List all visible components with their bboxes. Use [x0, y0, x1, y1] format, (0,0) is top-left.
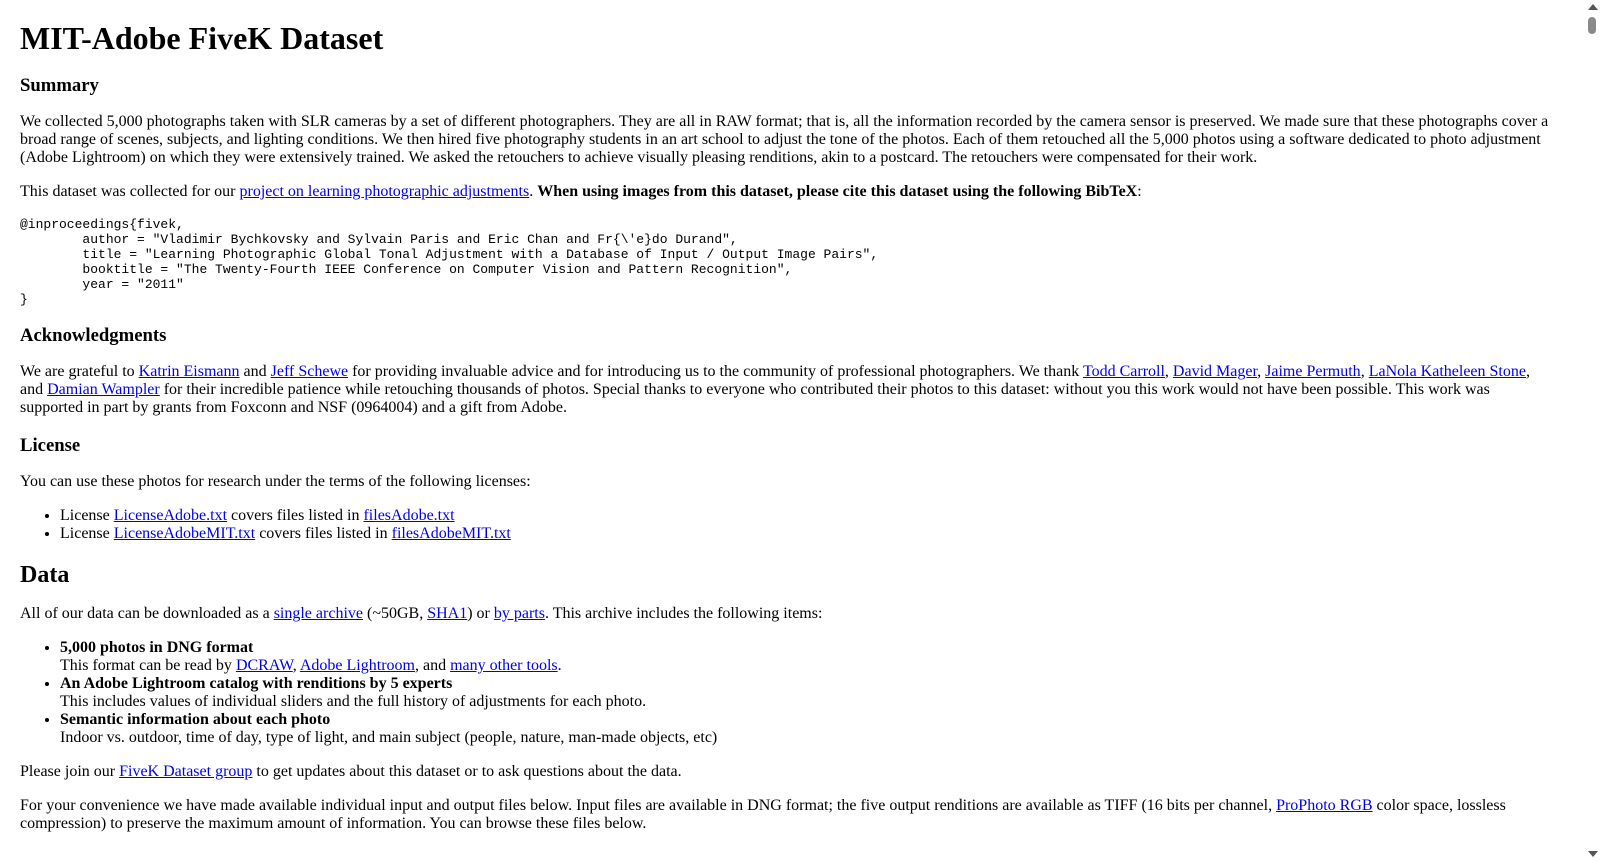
dcraw-link[interactable]: DCRAW [235, 657, 293, 674]
acknowledgments-heading: Acknowledgments [20, 325, 167, 346]
sha1-link[interactable]: SHA1 [427, 605, 468, 622]
license-adobe-link[interactable]: LicenseAdobe.txt [113, 507, 228, 524]
scroll-up-arrow-icon[interactable] [1588, 4, 1598, 10]
join-paragraph: Please join our FiveK Dataset group to get updates about this dataset or to ask questions about the data. [20, 763, 682, 780]
vertical-scrollbar[interactable] [1585, 0, 1600, 861]
summary-paragraph: We collected 5,000 photographs taken with SLR cameras by a set of different photographers. They are all in RAW format; that is, all the information recorded by the camera sensor is preserved. We made sure that these photographs cover a broad range of scenes, subjects, and lighting conditions. We then hired five photography students in an art school to adjust the tone of the photos. Each of them retouched all the 5,000 photos using a software dedicated to photo adjustment (Adobe Lightroom) on which they were extensively trained. We asked the retouchers to achieve visually pleasing renditions, akin to a postcard. The retouchers were compensated for their work. [20, 113, 1549, 166]
list-item [60, 675, 1550, 711]
acknowledgments-paragraph: We are grateful to Katrin Eismann and Jeff Schewe for providing invaluable advice and for introducing us to the community of professional photographers. We thank Todd Carroll, David Mager, Jaime Permuth, LaNola Katheleen Stone, and Damian Wampler for their incredible patience while retouching thousands of photos. Special thanks to everyone who contributed their photos to this dataset: without you this work would not have been possible. This work was supported in part by grants from Foxconn and NSF (0964004) and a gift from Adobe. [20, 363, 1530, 416]
catalog-item-desc: This includes values of individual sliders and the full history of adjustments for each photo. [60, 693, 647, 710]
jeff-schewe-link[interactable]: Jeff Schewe [270, 363, 349, 380]
files-adobe-link[interactable]: filesAdobe.txt [363, 507, 455, 524]
semantic-item-desc: Indoor vs. outdoor, time of day, type of light, and main subject (people, nature, man-made objects, etc) [60, 729, 718, 746]
citation-paragraph: This dataset was collected for our project on learning photographic adjustments. When using images from this dataset, please cite this dataset using the following BibTeX: [20, 183, 1142, 200]
scroll-down-arrow-icon[interactable] [1588, 851, 1598, 857]
page-content [20, 0, 1550, 833]
project-link[interactable]: project on learning photographic adjustments [239, 183, 530, 200]
lanola-stone-link[interactable]: LaNola Katheleen Stone [1368, 363, 1526, 380]
list-item: • License LicenseAdobeMIT.txt covers files listed in filesAdobeMIT.txt [60, 525, 1550, 543]
page-title: MIT-Adobe FiveK Dataset [20, 20, 384, 56]
list-item: • License LicenseAdobe.txt covers files listed in filesAdobe.txt [60, 507, 1550, 525]
adobe-lightroom-link[interactable]: Adobe Lightroom [299, 657, 415, 674]
dng-item-title: 5,000 photos in DNG format [60, 639, 254, 656]
by-parts-link[interactable]: by parts [493, 605, 545, 622]
scrollbar-thumb[interactable] [1588, 17, 1596, 34]
todd-carroll-link[interactable]: Todd Carroll [1082, 363, 1165, 380]
semantic-item-title: Semantic information about each photo [60, 711, 331, 728]
fivek-group-link[interactable]: FiveK Dataset group [119, 763, 253, 780]
license-intro: You can use these photos for research under the terms of the following licenses: [20, 473, 531, 490]
list-item [60, 711, 1550, 747]
damian-wampler-link[interactable]: Damian Wampler [47, 381, 160, 398]
download-paragraph: All of our data can be downloaded as a single archive (~50GB, SHA1) or by parts. This archive includes the following items: [20, 605, 823, 622]
list-item: • 5,000 photos in DNG format This format can be read by DCRAW, Adobe Lightroom, and many other tools. [60, 639, 1550, 675]
citation-instruction: When using images from this dataset, please cite this dataset using the following BibTeX [537, 183, 1138, 200]
archive-items-list [20, 639, 1550, 747]
license-adobemit-link[interactable]: LicenseAdobeMIT.txt [113, 525, 256, 542]
katrin-eismann-link[interactable]: Katrin Eismann [138, 363, 240, 380]
jaime-permuth-link[interactable]: Jaime Permuth [1265, 363, 1361, 380]
files-adobemit-link[interactable]: filesAdobeMIT.txt [391, 525, 511, 542]
convenience-paragraph: For your convenience we have made available individual input and output files below. Input files are available in DNG format; the five output renditions are available as TIFF (16 bits per channel, ProPhoto RGB color space, lossless compression) to preserve the maximum amount of information. You can browse these files below. [20, 797, 1506, 832]
bibtex-block: @inproceedings{fivek, author = "Vladimir Bychkovsky and Sylvain Paris and Eric Chan and Fr{\'e}do Durand", title = "Learning Photographic Global Tonal Adjustment with a Database of Input / Output Image Pairs", booktitle = "The Twenty-Fourth IEEE Conference on Computer Vision and Pattern Recognition", year = "2011" } [20, 217, 879, 307]
catalog-item-title: An Adobe Lightroom catalog with renditions by 5 experts [60, 675, 453, 692]
david-mager-link[interactable]: David Mager [1172, 363, 1258, 380]
prophoto-rgb-link[interactable]: ProPhoto RGB [1276, 797, 1373, 814]
summary-heading: Summary [20, 75, 99, 96]
single-archive-link[interactable]: single archive [273, 605, 363, 622]
license-heading: License [20, 435, 81, 456]
license-list [20, 507, 1550, 543]
many-other-tools-link[interactable]: many other tools [450, 657, 558, 674]
data-heading: Data [20, 562, 70, 588]
